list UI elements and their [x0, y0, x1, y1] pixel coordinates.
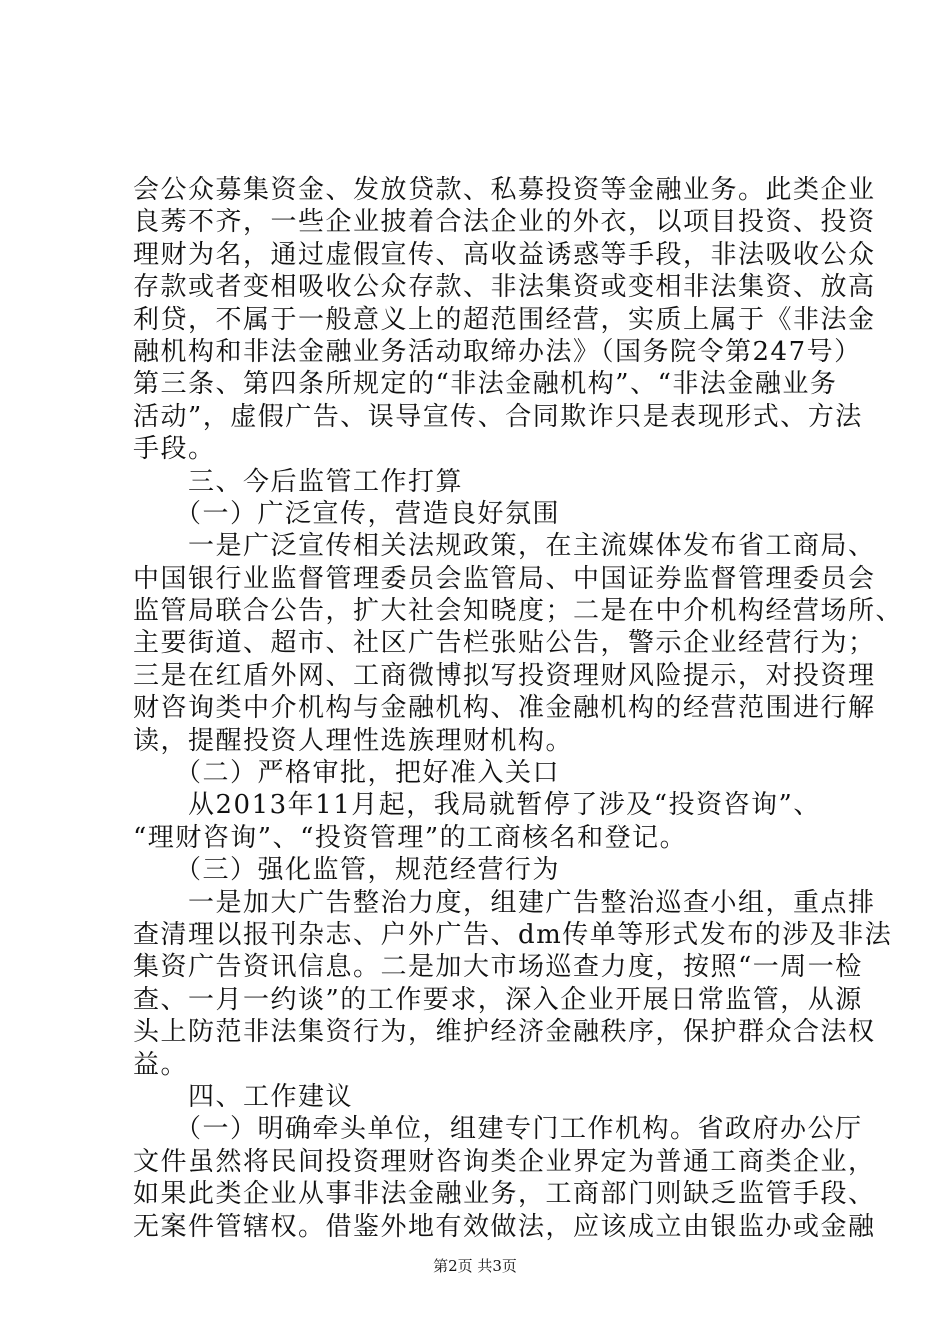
text-line: “理财咨询”、“投资管理”的工商核名和登记。 — [133, 822, 688, 853]
text-line: 良莠不齐，一些企业披着合法企业的外衣，以项目投资、投资 — [133, 207, 876, 238]
text-line: 文件虽然将民间投资理财咨询类企业界定为普通工商类企业， — [133, 1146, 876, 1177]
text-line: 如果此类企业从事非法金融业务，工商部门则缺乏监管手段、 — [133, 1179, 876, 1210]
text-line: 利贷，不属于一般意义上的超范围经营，实质上属于《非法金 — [133, 304, 876, 335]
text-line: 一是加大广告整治力度，组建广告整治巡查小组，重点排 — [133, 887, 876, 918]
text-line: 财咨询类中介机构与金融机构、准金融机构的经营范围进行解 — [133, 693, 876, 724]
text-line: 四、工作建议 — [133, 1081, 354, 1112]
text-line: 活动”，虚假广告、误导宣传、合同欺诈只是表现形式、方法 — [133, 401, 863, 432]
text-line: 读，提醒投资人理性选族理财机构。 — [133, 725, 574, 756]
text-line: 主要街道、超市、社区广告栏张贴公告，警示企业经营行为； — [133, 628, 876, 659]
text-line: 中国银行业监督管理委员会监管局、中国证券监督管理委员会 — [133, 563, 876, 594]
text-line: （一）广泛宣传，营造良好氛围 — [133, 498, 561, 529]
text-line: 查清理以报刊杂志、户外广告、dm传单等形式发布的涉及非法 — [133, 919, 893, 950]
text-line: （一）明确牵头单位，组建专门工作机构。省政府办公厅 — [133, 1114, 863, 1145]
text-line: （三）强化监管，规范经营行为 — [133, 855, 561, 886]
document-body — [133, 174, 904, 1243]
text-line: 手段。 — [133, 434, 216, 465]
text-line: 三是在红盾外网、工商微博拟写投资理财风险提示，对投资理 — [133, 660, 876, 691]
text-line: 头上防范非法集资行为，维护经济金融秩序，保护群众合法权 — [133, 1017, 876, 1048]
text-line: 集资广告资讯信息。二是加大市场巡查力度，按照“一周一检 — [133, 952, 863, 983]
text-line: 第三条、第四条所规定的“非法金融机构”、“非法金融业务 — [133, 369, 838, 400]
page-footer: 第2页 共3页 — [433, 1257, 517, 1275]
text-line: 会公众募集资金、发放贷款、私募投资等金融业务。此类企业 — [133, 175, 876, 205]
text-line: 三、今后监管工作打算 — [133, 466, 464, 497]
text-line: 从2013年11月起，我局就暂停了涉及“投资咨询”、 — [133, 790, 821, 821]
text-line: 监管局联合公告，扩大社会知晓度；二是在中介机构经营场所、 — [133, 596, 904, 627]
text-line: 无案件管辖权。借鉴外地有效做法，应该成立由银监办或金融 — [133, 1211, 876, 1242]
text-line: 益。 — [133, 1049, 189, 1080]
text-line: 理财为名，通过虚假宣传、高收益诱惑等手段，非法吸收公众 — [133, 239, 876, 270]
text-line: 一是广泛宣传相关法规政策，在主流媒体发布省工商局、 — [133, 531, 876, 562]
text-line: 融机构和非法金融业务活动取缔办法》（国务院令第247号） — [133, 336, 862, 367]
text-line: 存款或者变相吸收公众存款、非法集资或变相非法集资、放高 — [133, 272, 876, 303]
text-line: （二）严格审批，把好准入关口 — [133, 758, 561, 789]
text-line: 查、一月一约谈”的工作要求，深入企业开展日常监管，从源 — [133, 984, 863, 1015]
